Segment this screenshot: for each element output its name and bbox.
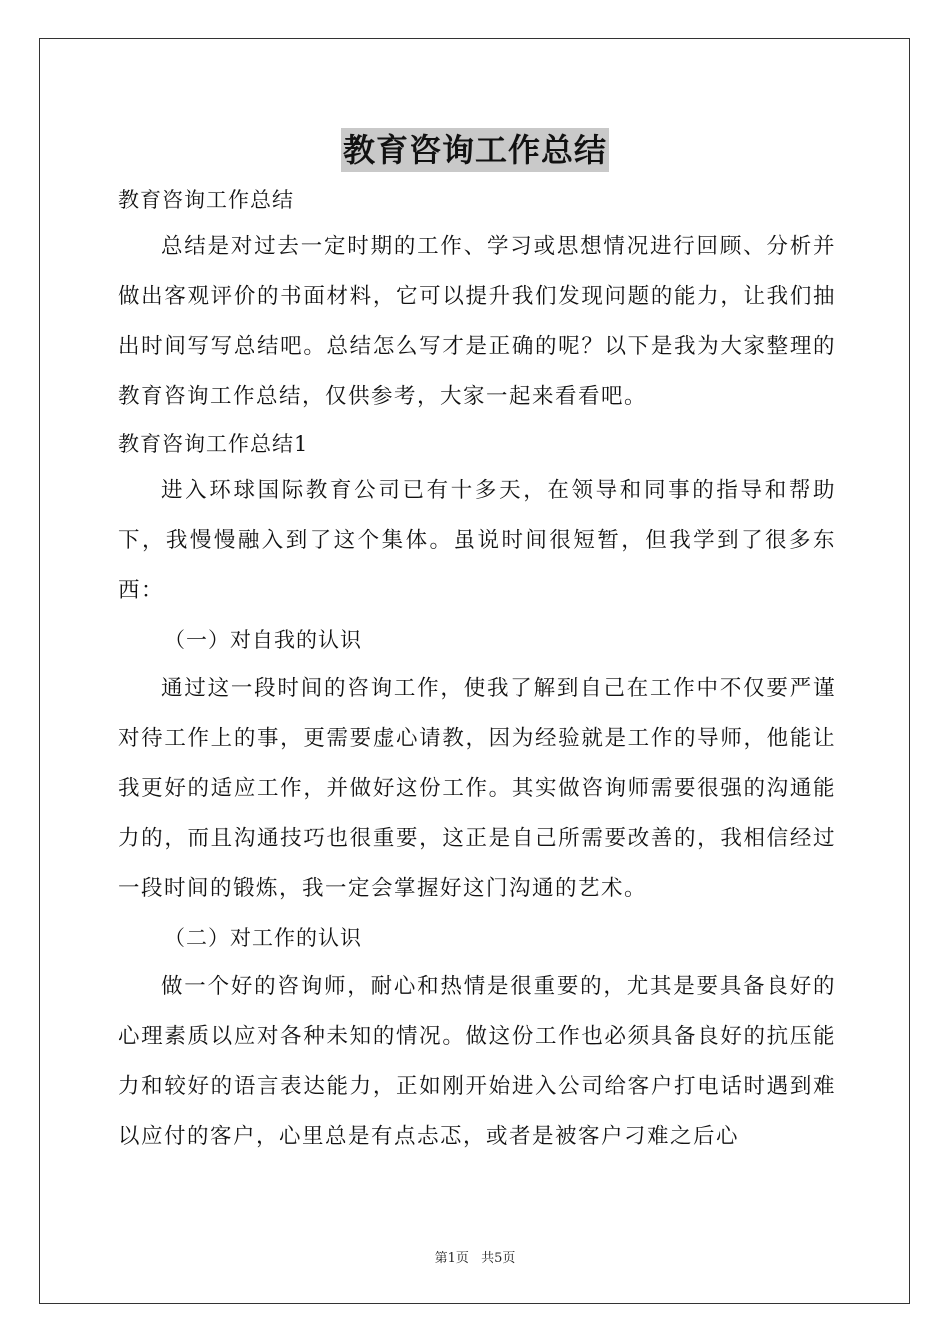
section-1-paragraph: 进入环球国际教育公司已有十多天，在领导和同事的指导和帮助下，我慢慢融入到了这个集体。虽说时间很短暂，但我学到了很多东西： bbox=[118, 478, 836, 603]
title-wrapper bbox=[0, 128, 950, 172]
document-subtitle: 教育咨询工作总结 bbox=[118, 188, 294, 212]
document-title: 教育咨询工作总结 bbox=[341, 128, 609, 172]
page-footer bbox=[0, 1247, 950, 1266]
intro-paragraph: 总结是对过去一定时期的工作、学习或思想情况进行回顾、分析并做出客观评价的书面材料，它可以提升我们发现问题的能力，让我们抽出时间写写总结吧。总结怎么写才是正确的呢？以下是我为大家整理的教育咨询工作总结，仅供参考，大家一起来看看吧。 bbox=[118, 234, 836, 409]
page-total: 共5页 bbox=[481, 1251, 516, 1266]
section-heading-1: 教育咨询工作总结1 bbox=[118, 432, 309, 456]
subsection-work-paragraph: 做一个好的咨询师，耐心和热情是很重要的，尤其是要具备良好的心理素质以应对各种未知的情况。做这份工作也必须具备良好的抗压能力和较好的语言表达能力，正如刚开始进入公司给客户打电话时遇到难以应付的客户，心里总是有点忐忑，或者是被客户刁难之后心 bbox=[118, 974, 836, 1149]
subsection-heading-self: （一）对自我的认识 bbox=[164, 628, 362, 652]
document-body bbox=[118, 178, 836, 1162]
subsection-heading-work: （二）对工作的认识 bbox=[164, 926, 362, 950]
subsection-self-paragraph: 通过这一段时间的咨询工作，使我了解到自己在工作中不仅要严谨对待工作上的事，更需要虚心请教，因为经验就是工作的导师，他能让我更好的适应工作，并做好这份工作。其实做咨询师需要很强的沟通能力的，而且沟通技巧也很重要，这正是自己所需要改善的，我相信经过一段时间的锻炼，我一定会掌握好这门沟通的艺术。 bbox=[118, 676, 836, 901]
page-number: 第1页 bbox=[434, 1251, 469, 1266]
